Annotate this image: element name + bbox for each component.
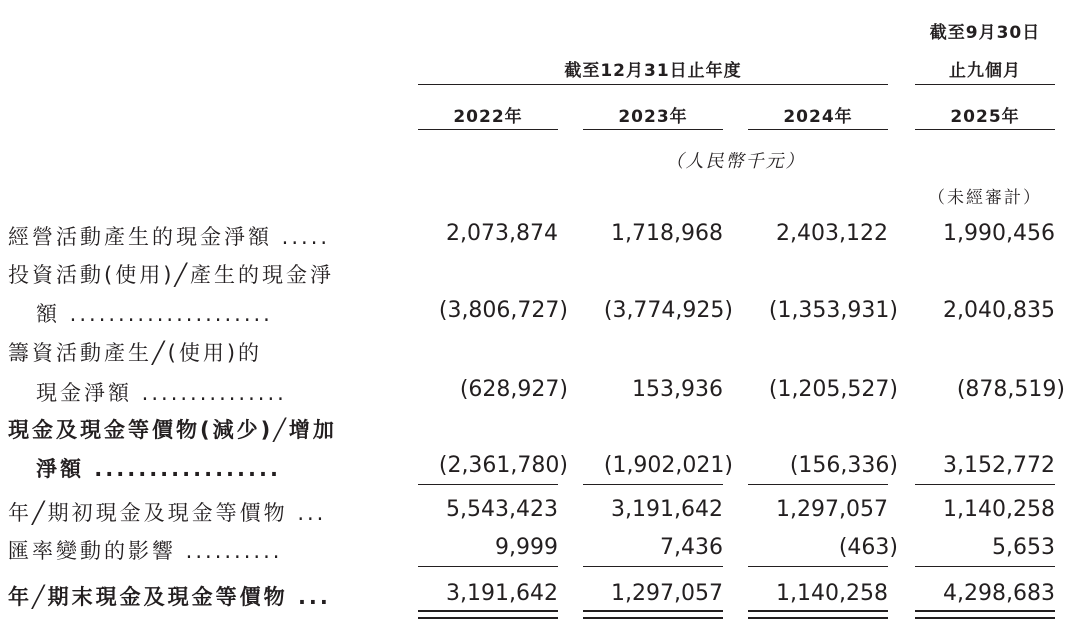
row-label: 現金及現金等價物(減少)╱增加	[8, 418, 337, 442]
header-9m-rule	[915, 84, 1055, 85]
header-fy-group: 截至12月31日止年度	[564, 61, 742, 81]
subtotal-rule-2022	[418, 484, 558, 485]
cell-value: 1,990,456	[943, 221, 1055, 246]
header-9m-line1: 截至9月30日	[929, 23, 1041, 43]
cell-value: (2,361,780)	[438, 453, 568, 478]
cell-value: 7,436	[660, 535, 723, 560]
cell-value: 2,403,122	[776, 221, 888, 246]
year-header-2023: 2023年	[618, 107, 688, 127]
total-top-rule-2024	[748, 566, 888, 567]
unit-label: （人民幣千元）	[665, 151, 806, 172]
cell-value: 2,073,874	[446, 221, 558, 246]
total-top-rule-2025	[915, 566, 1055, 567]
cell-value: (878,519)	[956, 377, 1065, 402]
unaudited-label: （未經審計）	[928, 188, 1042, 208]
total-double-rule-2025	[915, 610, 1055, 619]
cell-value: 1,140,258	[776, 581, 888, 606]
total-double-rule-2022	[418, 610, 558, 619]
cell-value: 5,543,423	[446, 497, 558, 522]
year-rule-2025	[915, 129, 1055, 130]
year-rule-2024	[748, 129, 888, 130]
total-double-rule-2023	[583, 610, 723, 619]
cell-value: (628,927)	[459, 377, 568, 402]
row-label-cont: 現金淨額 ...............	[36, 381, 287, 405]
cell-value: 2,040,835	[943, 298, 1055, 323]
header-fy-rule	[418, 84, 888, 85]
cell-value: 3,191,642	[611, 497, 723, 522]
cell-value: 3,191,642	[446, 581, 558, 606]
cell-value: (1,205,527)	[768, 377, 898, 402]
cell-value: 1,297,057	[611, 581, 723, 606]
row-label-cont: 淨額 .................	[36, 457, 281, 481]
cell-value: 4,298,683	[943, 581, 1055, 606]
subtotal-rule-2024	[748, 484, 888, 485]
total-top-rule-2023	[583, 566, 723, 567]
cell-value: 3,152,772	[943, 453, 1055, 478]
year-header-2025: 2025年	[950, 107, 1020, 127]
cell-value: 153,936	[632, 377, 723, 402]
cell-value: (1,353,931)	[768, 298, 898, 323]
cell-value: 5,653	[992, 535, 1055, 560]
row-label: 經營活動產生的現金淨額 .....	[8, 225, 331, 249]
year-rule-2023	[583, 129, 723, 130]
header-9m-line2: 止九個月	[949, 61, 1021, 81]
total-double-rule-2024	[748, 610, 888, 619]
cell-value: (463)	[838, 535, 898, 560]
row-label: 籌資活動產生╱(使用)的	[8, 341, 263, 365]
subtotal-rule-2023	[583, 484, 723, 485]
row-label: 投資活動(使用)╱產生的現金淨	[8, 263, 335, 287]
cell-value: 9,999	[495, 535, 558, 560]
row-label-cont: 額 .....................	[36, 302, 273, 326]
cell-value: (3,806,727)	[438, 298, 568, 323]
cell-value: (156,336)	[789, 453, 898, 478]
cell-value: 1,718,968	[611, 221, 723, 246]
cell-value: (3,774,925)	[603, 298, 733, 323]
row-label: 年╱期末現金及現金等價物 ...	[8, 585, 331, 609]
year-header-2022: 2022年	[453, 107, 523, 127]
year-header-2024: 2024年	[783, 107, 853, 127]
row-label: 年╱期初現金及現金等價物 ...	[8, 501, 327, 525]
total-top-rule-2022	[418, 566, 558, 567]
subtotal-rule-2025	[915, 484, 1055, 485]
cell-value: 1,140,258	[943, 497, 1055, 522]
cell-value: 1,297,057	[776, 497, 888, 522]
row-label: 匯率變動的影響 ..........	[8, 539, 283, 563]
year-rule-2022	[418, 129, 558, 130]
cell-value: (1,902,021)	[603, 453, 733, 478]
